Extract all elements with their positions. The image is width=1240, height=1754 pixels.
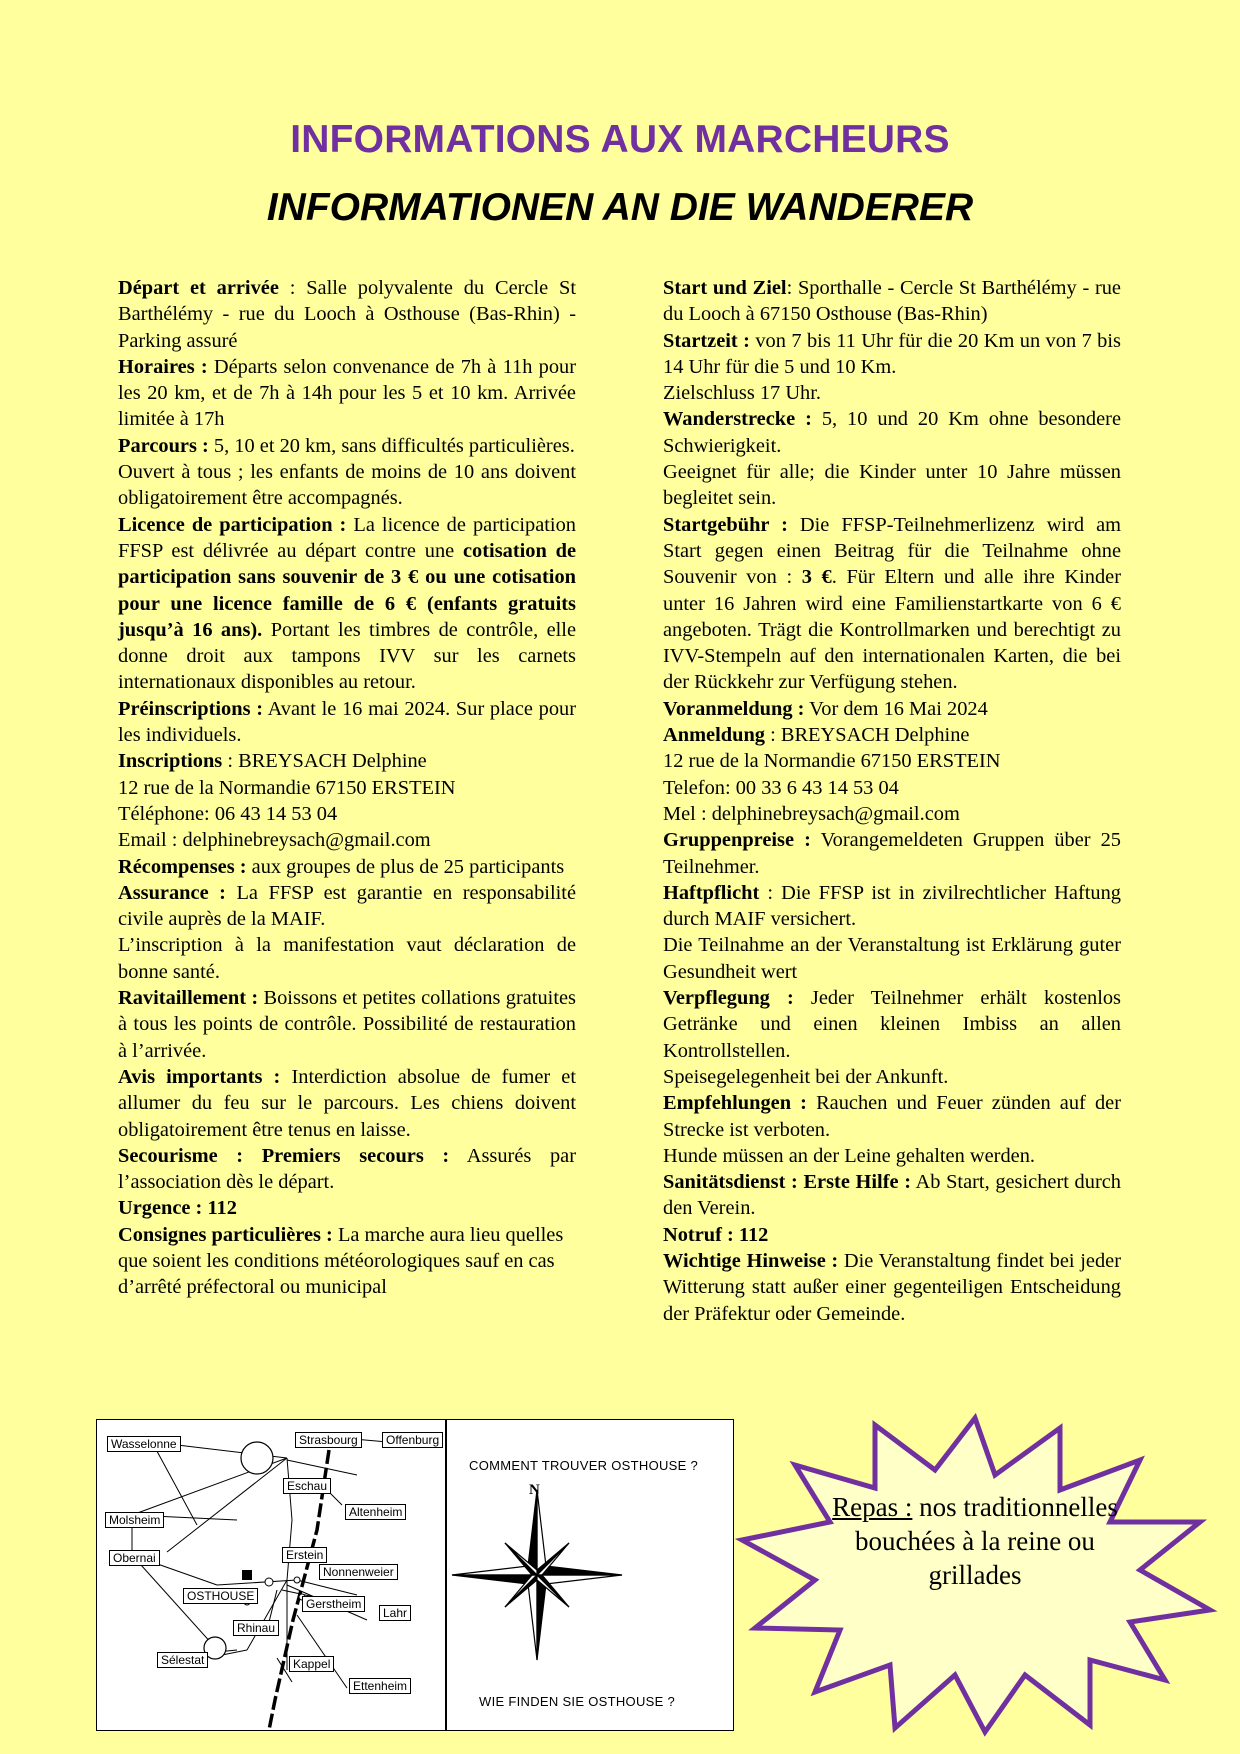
empfehlungen-note: Hunde müssen an der Leine gehalten werden. [663,1144,1035,1167]
assurance-paragraph [118,880,576,933]
town-label: Eschau [283,1478,331,1494]
notruf-label: Notruf : 112 [663,1223,769,1246]
title-french: INFORMATIONS AUX MARCHEURS [290,118,950,161]
startgebuehr-text2: . Für Eltern und alle ihre Kinder unter 16 Jahren wird eine Familienstartkarte von 6 € angeboten. Trägt die Kontrollmarken und berechtigt zu IVV-Stempeln auf den internationalen Karten, die bei der Rückkehr zur Verfügung stehen. [663,566,1121,694]
secourisme-paragraph [118,1143,576,1196]
french-column [118,275,576,1301]
town-label: Molsheim [105,1512,164,1528]
licence-paragraph [118,512,576,696]
notruf-line [663,1222,1121,1248]
secourisme-label: Secourisme : Premiers secours : [118,1144,450,1167]
horaires-label: Horaires : [118,355,208,378]
compass-north-label: N [529,1482,541,1498]
hinweise-label: Wichtige Hinweise : [663,1249,839,1272]
repas-description: nos traditionnelles bouchées à la reine ou grillades [855,1492,1118,1590]
town-label: Lahr [379,1605,411,1621]
anmeldung-paragraph [663,722,1121,748]
verpflegung-text: Jeder Teilnehmer erhält kostenlos Getränke und einen kleinen Imbiss an allen Kontrollstellen. [663,987,1121,1062]
assurance-note: L’inscription à la manifestation vaut déclaration de bonne santé. [118,934,576,983]
town-label: Erstein [282,1547,327,1563]
town-label: Obernai [109,1550,160,1566]
sanitaet-paragraph [663,1169,1121,1222]
gruppenpreise-label: Gruppenpreise : [663,829,811,852]
town-label: Wasselonne [107,1436,181,1452]
verpflegung-label: Verpflegung : [663,987,794,1010]
town-label: Strasbourg [295,1432,362,1448]
phone-line-de: Telefon: 00 33 6 43 14 53 04 [663,776,899,799]
secourisme-text: Assurés par l’association dès le départ. [118,1144,576,1194]
start-text: : Sporthalle - Cercle St Barthélémy - rue du Looch à 67150 Osthouse (Bas-Rhin) [663,277,1121,326]
ravitaillement-text: Boissons et petites collations gratuites à tous les points de contrôle. Possibilité de restauration à l’arrivée. [118,987,576,1062]
sanitaet-text: Ab Start, gesichert durch den Verein. [663,1171,1121,1220]
zielschluss-line: Zielschluss 17 Uhr. [663,382,822,405]
town-label: Sélestat [157,1652,208,1668]
startgebuehr-paragraph [663,512,1121,696]
startzeit-label: Startzeit : [663,329,750,352]
haftpflicht-label: Haftpflicht [663,881,760,904]
start-label: Start und Ziel [663,277,787,299]
consignes-paragraph [118,1222,576,1301]
haftpflicht-note: Die Teilnahme an der Veranstaltung ist Erklärung guter Gesundheit wert [663,934,1121,983]
hinweise-paragraph [663,1248,1121,1327]
urgence-line [118,1195,576,1221]
licence-text: La licence de participation FFSP est délivrée au départ contre une [118,513,576,562]
german-column [663,275,1121,1327]
assurance-text: La FFSP est garantie en responsabilité civile auprès de la MAIF. [118,881,576,931]
anmeldung-text: : BREYSACH Delphine [764,724,970,747]
empfehlungen-paragraph [663,1090,1121,1143]
verpflegung-note: Speisegelegenheit bei der Ankunft. [663,1065,949,1088]
wanderstrecke-paragraph [663,406,1121,459]
depart-text: : Salle polyvalente du Cercle St Barthélémy - rue du Looch à Osthouse (Bas-Rhin) - Parking assuré [118,277,577,352]
recompenses-text: aux groupes de plus de 25 participants [246,855,565,878]
licence-label: Licence de participation : [118,513,347,536]
repas-label: Repas : [832,1492,913,1522]
compass-title-de: WIE FINDEN SIE OSTHOUSE ? [479,1694,676,1709]
startgebuehr-bold: 3 € [801,566,832,589]
preinscriptions-paragraph [118,696,576,749]
empfehlungen-text: Rauchen und Feuer zünden auf der Strecke ist verboten. [663,1092,1121,1141]
startgebuehr-label: Startgebühr : [663,513,788,536]
inscriptions-text: : BREYSACH Delphine [222,750,427,773]
preinscriptions-label: Préinscriptions : [118,697,264,720]
wanderstrecke-label: Wanderstrecke : [663,408,812,431]
address-line: 12 rue de la Normandie 67150 ERSTEIN [118,776,456,799]
consignes-text: La marche aura lieu quelles que soient les conditions météorologiques sauf en cas d’arrêté préfectoral ou municipal [118,1223,564,1299]
ravitaillement-label: Ravitaillement : [118,987,259,1010]
parcours-text: 5, 10 et 20 km, sans difficultés particulières. [208,434,575,457]
avis-label: Avis importants : [118,1065,281,1088]
haftpflicht-paragraph [663,880,1121,933]
map-divider [445,1420,447,1730]
startzeit-paragraph [663,328,1121,381]
ravitaillement-paragraph [118,985,576,1064]
avis-text: Interdiction absolue de fumer et allumer du feu sur le parcours. Les chiens doivent obligatoirement être tenus en laisse. [118,1065,577,1141]
gruppenpreise-paragraph [663,827,1121,880]
preinscriptions-text: Avant le 16 mai 2024. Sur place pour les individuels. [118,697,576,747]
recompenses-paragraph [118,854,576,880]
startzeit-text: von 7 bis 11 Uhr für die 20 Km un von 7 bis 14 Uhr für die 5 und 10 Km. [663,329,1121,378]
town-label: Ettenheim [349,1678,411,1694]
wanderstrecke-text: 5, 10 und 20 Km ohne besondere Schwierigkeit. [663,408,1121,457]
voranmeldung-paragraph [663,696,1121,722]
anmeldung-label: Anmeldung [663,724,765,747]
town-label: Nonnenweier [319,1564,398,1580]
town-label: Altenheim [345,1504,406,1520]
inscriptions-paragraph [118,748,576,774]
parcours-note: Ouvert à tous ; les enfants de moins de 10 ans doivent obligatoirement être accompagnés. [118,461,576,510]
hinweise-text: Die Veranstaltung findet bei jeder Witterung statt außer einer gegenteiligen Entscheidung der Präfektur oder Gemeinde. [663,1249,1122,1325]
email-line-de: Mel : delphinebreysach@gmail.com [663,802,960,825]
address-line-de: 12 rue de la Normandie 67150 ERSTEIN [663,750,1001,773]
depart-paragraph [118,275,576,354]
assurance-label: Assurance : [118,881,226,904]
empfehlungen-label: Empfehlungen : [663,1092,807,1115]
town-label: Kappel [289,1656,334,1672]
inscriptions-label: Inscriptions [118,750,223,773]
title-german: INFORMATIONEN AN DIE WANDERER [266,186,974,229]
startgebuehr-text: Die FFSP-Teilnehmerlizenz wird am Start gegen einen Beitrag für die Teilnahme ohne Souvenir von : [663,513,1121,589]
town-label: Offenburg [382,1432,443,1448]
gruppenpreise-text: Vorangemeldeten Gruppen über 25 Teilnehmer. [663,829,1121,878]
town-label: OSTHOUSE [183,1588,258,1604]
licence-bold: cotisation de participation sans souvenir de 3 € ou une cotisation pour une licence famille de 6 € (enfants gratuits jusqu’à 16 ans). [118,539,576,641]
wanderstrecke-note: Geeignet für alle; die Kinder unter 10 Jahre müssen begleitet sein. [663,461,1121,510]
horaires-text: Départs selon convenance de 7h à 11h pour les 20 km, et de 7h à 14h pour les 5 et 10 km. Arrivée limitée à 17h [118,355,576,431]
voranmeldung-text: Vor dem 16 Mai 2024 [804,697,988,720]
licence-text2: Portant les timbres de contrôle, elle donne droit aux tampons IVV sur les carnets internationaux disponibles au retour. [118,618,576,694]
urgence-label: Urgence : 112 [118,1197,237,1220]
avis-paragraph [118,1064,576,1143]
location-map [96,1419,734,1731]
sanitaet-label: Sanitätsdienst : Erste Hilfe : [663,1171,911,1194]
verpflegung-paragraph [663,985,1121,1064]
email-line: Email : delphinebreysach@gmail.com [118,829,431,852]
town-label: Gerstheim [302,1596,365,1612]
depart-label: Départ et arrivée [118,277,279,299]
horaires-paragraph [118,354,576,433]
voranmeldung-label: Voranmeldung : [663,697,805,720]
start-paragraph [663,275,1121,328]
town-label: Rhinau [233,1620,279,1636]
parcours-label: Parcours : [118,434,209,457]
consignes-label: Consignes particulières : [118,1223,333,1246]
phone-line: Téléphone: 06 43 14 53 04 [118,802,338,825]
compass-title-fr: COMMENT TROUVER OSTHOUSE ? [469,1458,699,1473]
repas-text [830,1490,1120,1592]
haftpflicht-text: : Die FFSP ist in zivilrechtlicher Haftung durch MAIF versichert. [663,881,1121,931]
parcours-paragraph [118,433,576,459]
recompenses-label: Récompenses : [118,855,247,878]
